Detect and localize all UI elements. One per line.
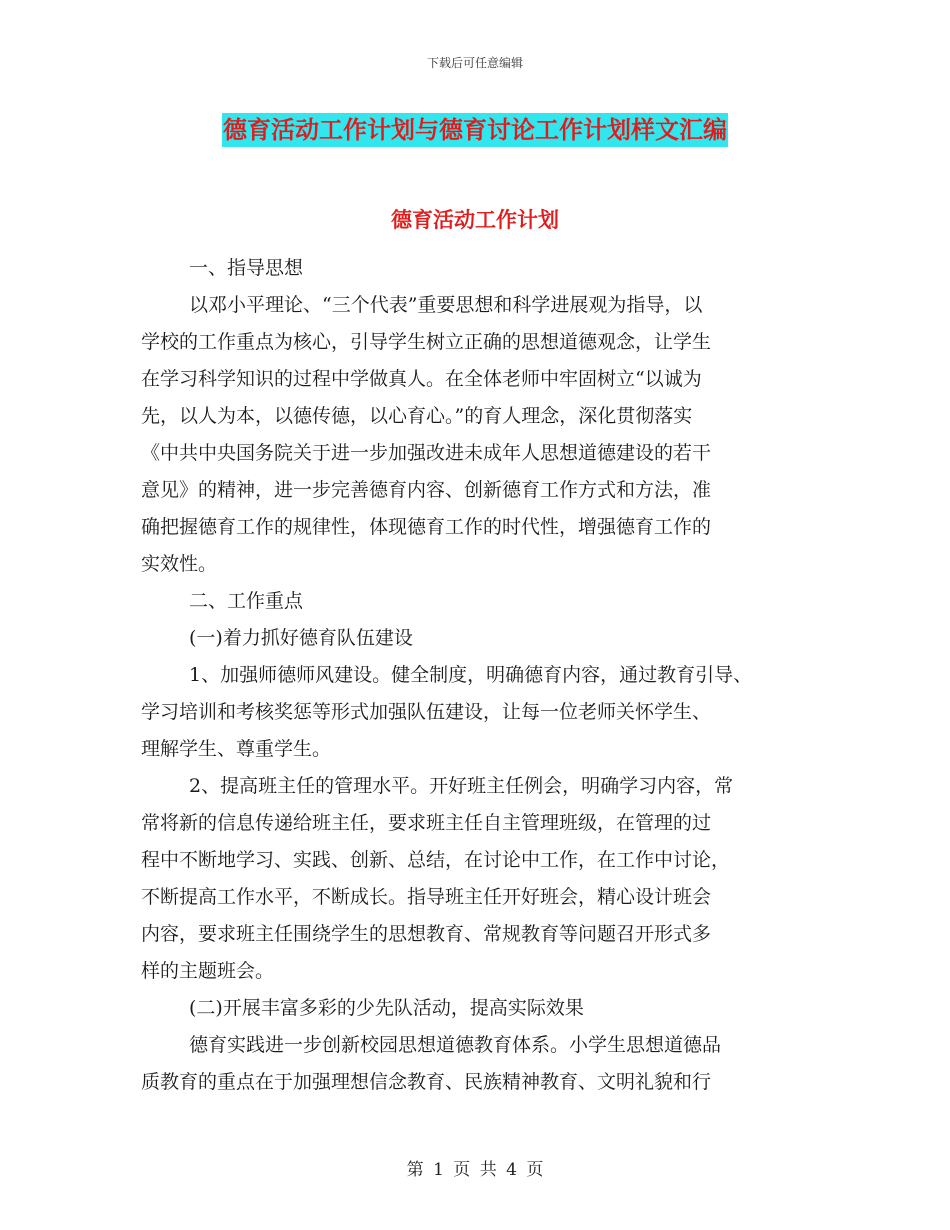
document-body [141,250,831,1101]
heading-guiding-ideology: 一、指导思想 [189,257,304,279]
paragraph-line: 程中不断地学习、实践、创新、总结，在讨论中工作，在工作中讨论， [141,849,731,871]
paragraph-line: 理解学生、尊重学生。 [141,738,332,760]
paragraph-line: 样的主题班会。 [141,960,275,982]
subheading-pioneer-activities: (二)开展丰富多彩的少先队活动，提高实际效果 [189,997,584,1019]
paragraph-line: 2、提高班主任的管理水平。开好班主任例会，明确学习内容，常 [189,775,734,797]
paragraph-line: 常将新的信息传递给班主任，要求班主任自主管理班级，在管理的过 [141,812,712,834]
paragraph-line: 德育实践进一步创新校园思想道德教育体系。小学生思想道德品 [189,1034,722,1056]
paragraph-line: 先，以人为本，以德传德，以心育心。”的育人理念，深化贯彻落实 [141,405,693,427]
paragraph-line: 学校的工作重点为核心，引导学生树立正确的思想道德观念，让学生 [141,331,712,353]
paragraph-line: 以邓小平理论、“三个代表”重要思想和科学进展观为指导，以 [189,294,703,316]
section-title: 德育活动工作计划 [391,208,559,232]
paragraph-line: 学习培训和考核奖惩等形式加强队伍建设，让每一位老师关怀学生、 [141,701,712,723]
paragraph-line: 1、加强师德师风建设。健全制度，明确德育内容，通过教育引导、 [189,664,753,686]
paragraph-line: 不断提高工作水平，不断成长。指导班主任开好班会，精心设计班会 [141,886,712,908]
page-header-note: 下载后可任意编辑 [426,56,523,70]
document-title: 德育活动工作计划与德育讨论工作计划样文汇编 [222,113,728,147]
paragraph-line: 《中共中央国务院关于进一步加强改进未成年人思想道德建设的若干 [141,442,712,464]
paragraph-line: 意见》的精神，进一步完善德育内容、创新德育工作方式和方法，准 [141,479,712,501]
paragraph-line: 内容，要求班主任围绕学生的思想教育、常规教育等问题召开形式多 [141,923,712,945]
paragraph-line: 质教育的重点在于加强理想信念教育、民族精神教育、文明礼貌和行 [141,1071,712,1093]
heading-work-focus: 二、工作重点 [189,590,304,612]
subheading-team-building: (一)着力抓好德育队伍建设 [189,627,413,649]
page-number-footer: 第 1 页 共 4 页 [406,1160,544,1180]
paragraph-line: 确把握德育工作的规律性，体现德育工作的时代性，增强德育工作的 [141,516,712,538]
paragraph-line: 在学习科学知识的过程中学做真人。在全体老师中牢固树立“以诚为 [141,368,702,390]
paragraph-line: 实效性。 [141,553,218,575]
